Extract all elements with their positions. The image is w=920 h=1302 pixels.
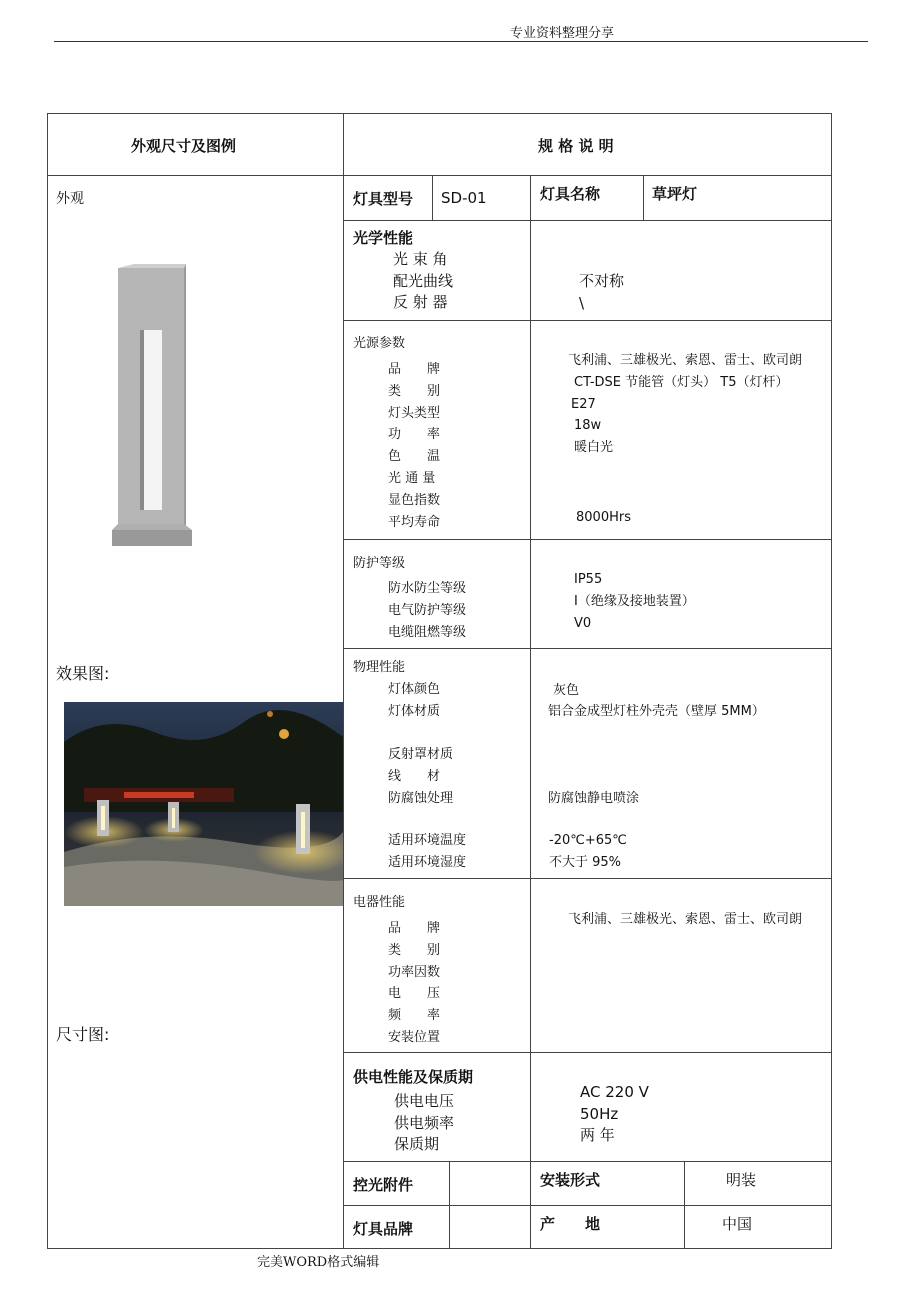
electrical-title: 电器性能 bbox=[353, 895, 406, 910]
list-item: 线 材 bbox=[388, 768, 441, 784]
list-item: 安装位置 bbox=[388, 1029, 441, 1045]
optical-items bbox=[393, 249, 453, 314]
electrical-items bbox=[388, 918, 440, 1049]
list-item: 平均寿命 bbox=[388, 514, 441, 530]
list-item: 适用环境湿度 bbox=[388, 854, 467, 870]
list-item: 类 别 bbox=[388, 383, 441, 399]
page-footer-text: 完美WORD格式编辑 bbox=[257, 1255, 380, 1270]
list-item: 供电频率 bbox=[394, 1113, 455, 1132]
protection-title: 防护等级 bbox=[353, 556, 406, 571]
physical-values-c bbox=[549, 830, 627, 874]
install-label: 安装形式 bbox=[540, 1171, 601, 1189]
list-item: 功率因数 bbox=[388, 964, 441, 980]
list-item: \ bbox=[579, 293, 585, 312]
table-border-left bbox=[47, 113, 48, 1249]
list-item: 适用环境温度 bbox=[388, 833, 467, 848]
left-column-title: 外观尺寸及图例 bbox=[131, 137, 237, 155]
list-item: 防腐蚀处理 bbox=[388, 790, 454, 806]
list-item: 光 束 角 bbox=[393, 250, 448, 268]
table-divider-main bbox=[343, 113, 344, 1249]
table-divider-name bbox=[643, 175, 644, 220]
effect-photo bbox=[64, 702, 343, 906]
optical-title: 光学性能 bbox=[353, 229, 414, 247]
source-type: CT-DSE 节能管（灯头） T5（灯杆） bbox=[574, 375, 789, 390]
power-items bbox=[394, 1091, 454, 1156]
physical-items-a bbox=[388, 679, 440, 723]
list-item: 不对称 bbox=[579, 272, 625, 290]
header-divider bbox=[54, 41, 868, 42]
list-item: 品 牌 bbox=[388, 362, 441, 377]
dimension-label: 尺寸图: bbox=[56, 1025, 110, 1044]
row-line-electrical bbox=[343, 1052, 832, 1053]
body-material-value: 铝合金成型灯柱外壳壳（壁厚 5MM） bbox=[548, 704, 765, 719]
source-brand: 飞利浦、三雄极光、索恩、雷士、欧司朗 bbox=[568, 353, 803, 368]
electrical-brand: 飞利浦、三雄极光、索恩、雷士、欧司朗 bbox=[568, 912, 803, 927]
body-color-value: 灰色 bbox=[553, 683, 580, 698]
source-life: 8000Hrs bbox=[576, 510, 631, 525]
list-item: 反 射 器 bbox=[393, 293, 448, 311]
row-line-physical bbox=[343, 878, 832, 879]
origin-value: 中国 bbox=[722, 1215, 753, 1233]
row-line-power bbox=[343, 1161, 832, 1162]
list-item: 频 率 bbox=[388, 1008, 441, 1024]
list-item: 光 通 量 bbox=[388, 470, 436, 486]
list-item: 灯体材质 bbox=[388, 703, 441, 719]
corrosion-value: 防腐蚀静电喷涂 bbox=[548, 791, 640, 806]
source-title: 光源参数 bbox=[353, 336, 406, 351]
table-header-bottom bbox=[47, 175, 832, 176]
source-power: 18w bbox=[574, 418, 602, 433]
model-label: 灯具型号 bbox=[353, 190, 414, 208]
accessory-label: 控光附件 bbox=[353, 1176, 414, 1194]
list-item: 电缆阻燃等级 bbox=[388, 624, 467, 640]
list-item: 灯体颜色 bbox=[388, 682, 441, 697]
row-line-optical bbox=[343, 320, 832, 321]
table-divider-model bbox=[432, 175, 433, 220]
lamp-brand-label: 灯具品牌 bbox=[353, 1220, 414, 1238]
list-item: 显色指数 bbox=[388, 492, 441, 508]
source-color-temp: 暖白光 bbox=[574, 440, 614, 455]
row-line-source bbox=[343, 539, 832, 540]
list-item: 功 率 bbox=[388, 427, 441, 443]
origin-label: 产 地 bbox=[540, 1215, 601, 1233]
list-item: 类 别 bbox=[388, 942, 441, 958]
power-values bbox=[580, 1082, 649, 1147]
row-line-accessory bbox=[343, 1205, 832, 1206]
source-items bbox=[388, 359, 440, 533]
list-item: 反射罩材质 bbox=[388, 747, 454, 762]
physical-items-b bbox=[388, 744, 453, 809]
table-border-top bbox=[47, 113, 832, 114]
lamp-name-label: 灯具名称 bbox=[540, 185, 601, 203]
right-column-title: 规 格 说 明 bbox=[538, 137, 614, 155]
source-base: E27 bbox=[571, 397, 596, 412]
table-divider-value bbox=[530, 175, 531, 1249]
list-item: Ⅰ（绝缘及接地装置） bbox=[574, 593, 695, 609]
list-item: IP55 bbox=[574, 572, 603, 587]
list-item: 不大于 95% bbox=[549, 854, 622, 870]
table-border-right bbox=[831, 113, 832, 1249]
row-line-model bbox=[343, 220, 832, 221]
list-item: 电 压 bbox=[388, 986, 441, 1002]
list-item: 保质期 bbox=[394, 1135, 440, 1153]
lamp-post-image bbox=[104, 262, 196, 552]
list-item: -20℃+65℃ bbox=[549, 833, 627, 848]
list-item: 色 温 bbox=[388, 449, 441, 465]
model-value: SD-01 bbox=[441, 189, 487, 207]
protection-items bbox=[388, 578, 466, 643]
row-line-protection bbox=[343, 648, 832, 649]
physical-title: 物理性能 bbox=[353, 660, 406, 675]
list-item: 灯头类型 bbox=[388, 405, 441, 421]
effect-label: 效果图: bbox=[56, 664, 110, 683]
appearance-label: 外观 bbox=[56, 191, 84, 207]
list-item: 配光曲线 bbox=[393, 271, 454, 290]
list-item: 防水防尘等级 bbox=[388, 581, 467, 596]
list-item: 两 年 bbox=[580, 1126, 615, 1144]
page-header-text: 专业资料整理分享 bbox=[510, 26, 615, 41]
protection-values bbox=[574, 569, 695, 634]
list-item: 50Hz bbox=[580, 1104, 619, 1123]
list-item: AC 220 V bbox=[580, 1083, 649, 1101]
optical-values bbox=[579, 271, 624, 314]
lamp-name-value: 草坪灯 bbox=[652, 185, 698, 203]
install-value: 明装 bbox=[726, 1171, 757, 1189]
power-title: 供电性能及保质期 bbox=[353, 1068, 474, 1086]
list-item: 供电电压 bbox=[394, 1092, 455, 1110]
table-border-bottom bbox=[47, 1248, 832, 1249]
list-item: 电气防护等级 bbox=[388, 602, 467, 618]
list-item: 品 牌 bbox=[388, 921, 441, 936]
physical-items-c bbox=[388, 830, 466, 874]
list-item: V0 bbox=[574, 615, 592, 631]
